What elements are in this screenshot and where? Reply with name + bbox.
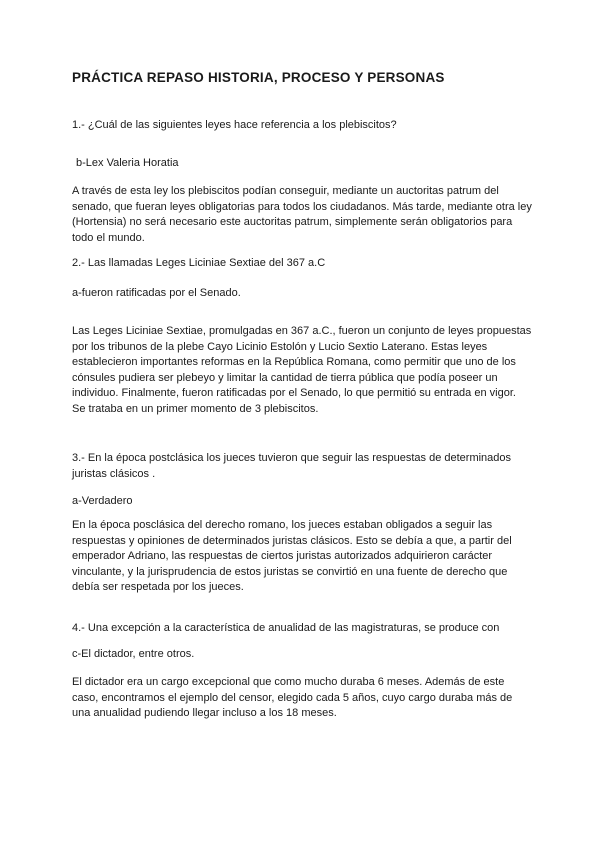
question-4: 4.- Una excepción a la característica de anualidad de las magistraturas, se produce con	[72, 622, 500, 634]
answer-4: c-El dictador, entre otros.	[72, 648, 195, 660]
explanation-2: Las Leges Liciniae Sextiae, promulgadas en 367 a.C., fueron un conjunto de leyes propuestas por los tribunos de la plebe Cayo Licinio Estolón y Lucio Sextio Laterano. Estas leyes establecieron importantes reformas en la República Romana, como permitir que uno de los cónsules pudiera ser plebeyo y limitar la cantidad de tierra pública que podía poseer un individuo. Finalmente, fueron ratificadas por el Senado, lo que permitió su entrada en vigor. Se trataba en un primer momento de 3 plebiscitos.	[72, 325, 532, 415]
question-2: 2.- Las llamadas Leges Liciniae Sextiae del 367 a.C	[72, 257, 326, 269]
answer-1: b-Lex Valeria Horatia	[76, 157, 179, 169]
question-3: 3.- En la época postclásica los jueces tuvieron que seguir las respuestas de determinados juristas clásicos .	[72, 452, 512, 480]
question-1: 1.- ¿Cuál de las siguientes leyes hace referencia a los plebiscitos?	[72, 119, 397, 131]
explanation-3: En la época posclásica del derecho romano, los jueces estaban obligados a seguir las respuestas y opiniones de determinados juristas clásicos. Esto se debía a que, a partir del emperador Adriano, las respuestas de ciertos juristas autorizados adquirieron carácter vinculante, y la jurisprudencia de estos juristas se convirtió en una fuente de derecho que debía ser respetada por los jueces.	[72, 519, 512, 593]
answer-3: a-Verdadero	[72, 495, 133, 507]
answer-2: a-fueron ratificadas por el Senado.	[72, 287, 241, 299]
page-title: PRÁCTICA REPASO HISTORIA, PROCESO Y PERSONAS	[72, 70, 445, 85]
explanation-1: A través de esta ley los plebiscitos podían conseguir, mediante un auctoritas patrum del senado, que fueran leyes obligatorias para todos los ciudadanos. Más tarde, mediante otra ley (Hortensia) no será necesario este auctoritas patrum, simplemente serán obligatorios para todo el mundo.	[72, 185, 532, 244]
explanation-4: El dictador era un cargo excepcional que como mucho duraba 6 meses. Además de este caso, encontramos el ejemplo del censor, elegido cada 5 años, cuyo cargo duraba más de una anualidad pudiendo llegar incluso a los 18 meses.	[72, 676, 513, 719]
